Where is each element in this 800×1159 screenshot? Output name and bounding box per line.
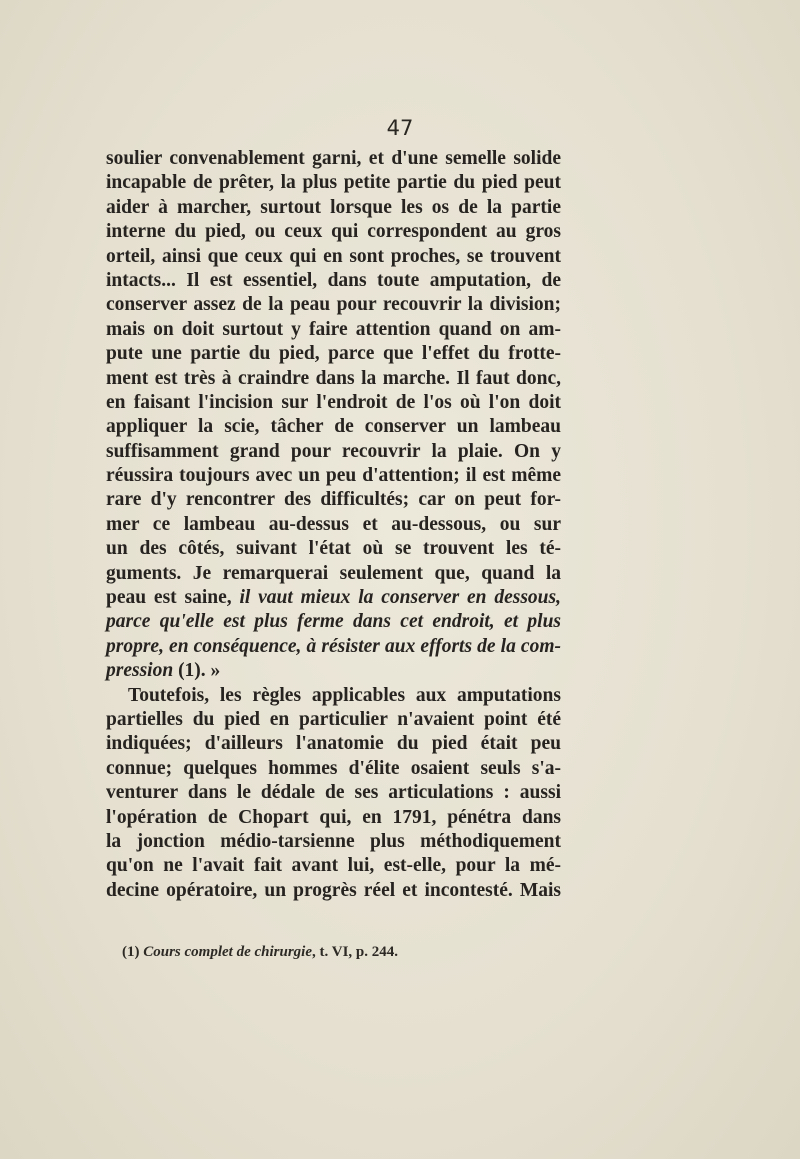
text-line: interne du pied, ou ceux qui correspondent au gros	[106, 221, 561, 243]
text-line: conserver assez de la peau pour recouvrir la division;	[106, 294, 561, 316]
text-line: decine opératoire, un progrès réel et incontesté. Mais	[106, 879, 561, 901]
footnote	[122, 944, 562, 961]
text-line: aider à marcher, surtout lorsque les os de la partie	[106, 196, 561, 218]
footnote-citation-ref: , t. VI, p. 244.	[312, 944, 399, 960]
text-line: ment est très à craindre dans la marche. Il faut donc,	[106, 367, 561, 389]
italic-run: pression	[106, 660, 174, 682]
roman-run: peau est saine,	[106, 587, 240, 609]
footnote-marker: (1)	[122, 944, 144, 960]
text-line: soulier convenablement garni, et d'une semelle solide	[106, 148, 561, 169]
footnote-citation-title: Cours complet de chirurgie	[143, 944, 313, 960]
text-line: la jonction médio-tarsienne plus méthodiquement	[106, 830, 561, 852]
text-line: connue; quelques hommes d'élite osaient seuls s'a-	[106, 757, 561, 779]
text-line: suffisamment grand pour recouvrir la plaie. On y	[106, 440, 561, 462]
roman-run: (1). »	[173, 660, 221, 682]
text-line-mixed	[106, 586, 561, 610]
text-line: qu'on ne l'avait fait avant lui, est-elle, pour la mé-	[106, 855, 561, 877]
text-line: intacts... Il est essentiel, dans toute amputation, de	[106, 269, 561, 291]
text-line: un des côtés, suivant l'état où se trouvent les té-	[106, 538, 561, 560]
text-line: indiquées; d'ailleurs l'anatomie du pied était peu	[106, 733, 561, 755]
text-line: orteil, ainsi que ceux qui en sont proches, se trouvent	[106, 245, 561, 267]
paragraph-first-line: Toutefois, les règles applicables aux amputations	[128, 684, 561, 706]
text-line: mer ce lambeau au-dessus et au-dessous, ou sur	[106, 513, 561, 535]
text-line: mais on doit surtout y faire attention quand on am-	[106, 318, 561, 340]
text-line-italic	[106, 610, 561, 634]
text-line: venturer dans le dédale de ses articulations : aussi	[106, 782, 561, 804]
page-number: 47	[386, 116, 414, 140]
text-line: rare d'y rencontrer des difficultés; car on peut for-	[106, 489, 561, 511]
text-line: incapable de prêter, la plus petite partie du pied peut	[106, 172, 561, 194]
text-line-italic	[106, 635, 561, 659]
text-line: réussira toujours avec un peu d'attention; il est même	[106, 465, 561, 487]
text-line: partielles du pied en particulier n'avaient point été	[106, 708, 561, 730]
text-line: pute une partie du pied, parce que l'effet du frotte-	[106, 343, 561, 365]
text-line: l'opération de Chopart qui, en 1791, pénétra dans	[106, 806, 561, 828]
italic-run: il vaut mieux la conserver en dessous,	[239, 587, 561, 609]
text-line: en faisant l'incision sur l'endroit de l'os où l'on doit	[106, 391, 561, 413]
text-line: appliquer la scie, tâcher de conserver un lambeau	[106, 416, 561, 438]
text-line: guments. Je remarquerai seulement que, quand la	[106, 562, 561, 584]
body-text	[106, 147, 561, 903]
italic-run: parce qu'elle est plus ferme dans cet endroit, et plus	[106, 611, 561, 633]
text-line-mixed	[106, 659, 561, 683]
italic-run: propre, en conséquence, à résister aux efforts de la com-	[106, 635, 561, 657]
